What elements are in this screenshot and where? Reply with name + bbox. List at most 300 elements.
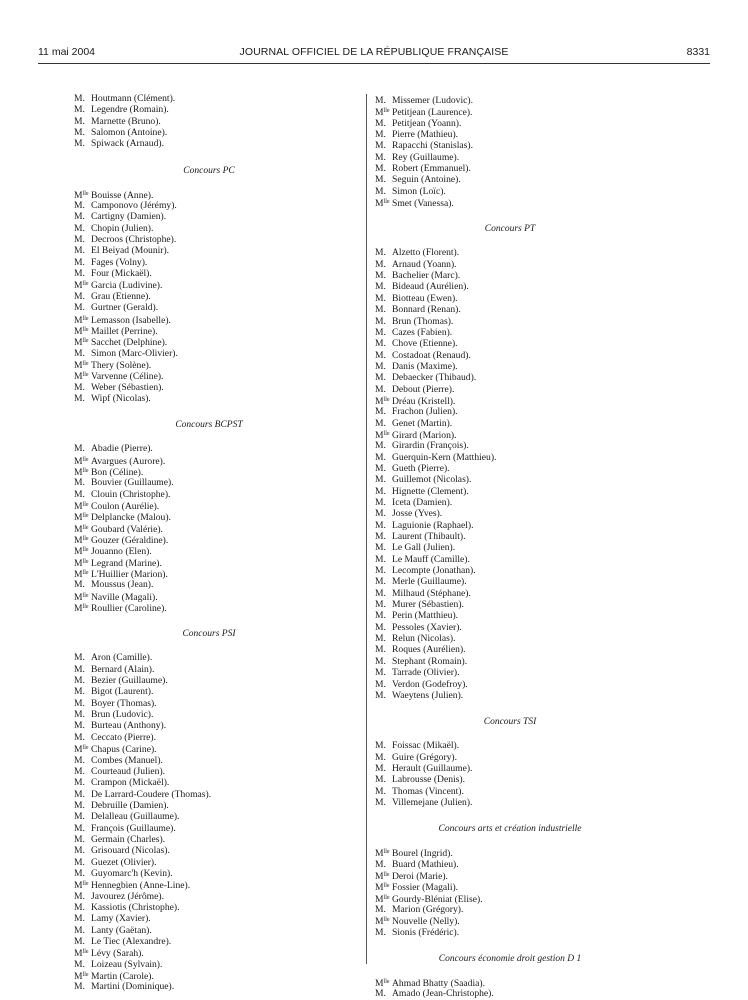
civility-abbrev: M [74, 512, 83, 524]
laureate-name: Waeytens (Julien). [392, 689, 464, 701]
civility [74, 127, 91, 138]
civility [74, 709, 91, 720]
laureate-name: Amado (Jean-Christophe). [392, 988, 494, 1000]
laureate-entry [74, 104, 374, 115]
civility-abbrev: M. [74, 347, 85, 359]
laureate-name: Lanty (Gaëtan). [91, 924, 152, 936]
laureate-entry [375, 508, 675, 519]
civility [375, 174, 392, 185]
concours-section [375, 222, 675, 701]
laureate-name: Brun (Ludovic). [91, 709, 154, 721]
civility-superscript: lle [82, 456, 89, 463]
civility-abbrev: M. [375, 292, 386, 304]
laureate-entry [74, 879, 374, 890]
civility [375, 786, 392, 797]
civility [74, 925, 91, 936]
civility [74, 291, 91, 302]
civility-abbrev: M. [74, 924, 85, 936]
laureate-entry [375, 588, 675, 599]
civility [375, 927, 392, 938]
civility [74, 891, 91, 902]
laureate-entry [375, 774, 675, 785]
laureate-name: Ahmad Bhatty (Saadia). [392, 978, 485, 989]
laureate-entry [74, 868, 374, 879]
civility-abbrev: M [74, 535, 83, 546]
laureate-name: Verdon (Godefroy). [392, 678, 468, 690]
civility-abbrev: M. [375, 485, 386, 497]
civility-abbrev: M [74, 557, 83, 569]
civility [375, 118, 392, 129]
civility-superscript: lle [82, 513, 89, 520]
laureate-name: Dréau (Kristell). [392, 395, 456, 407]
civility-abbrev: M. [74, 981, 85, 993]
laureate-name: Petitjean (Yoann). [392, 117, 462, 129]
laureate-entry [375, 531, 675, 542]
laureate-name: Four (Mickaël). [91, 268, 152, 280]
civility [375, 270, 392, 281]
laureate-entry [375, 418, 675, 429]
laureate-entry [375, 140, 675, 151]
civility [375, 656, 392, 667]
civility-abbrev: M. [74, 833, 85, 845]
civility-abbrev: M. [375, 349, 386, 361]
civility-abbrev: M. [74, 731, 85, 743]
civility-abbrev: M. [375, 151, 386, 163]
civility [375, 418, 392, 429]
civility-abbrev: M. [74, 222, 85, 234]
civility-abbrev: M. [74, 477, 85, 489]
civility-abbrev: M [74, 948, 83, 960]
civility [74, 800, 91, 811]
civility [375, 576, 392, 587]
laureate-entry [74, 268, 374, 279]
laureate-name: L'Huillier (Marion). [91, 569, 168, 581]
civility-superscript: lle [82, 604, 89, 611]
laureate-entry [375, 384, 675, 395]
laureate-name: Relun (Nicolas). [392, 633, 456, 645]
laureate-entry [375, 740, 675, 751]
laureate-entry [375, 542, 675, 553]
civility [74, 477, 91, 488]
laureate-name: Coulon (Aurélie). [91, 500, 160, 512]
civility-superscript: lle [383, 883, 390, 890]
civility [74, 245, 91, 256]
laureate-entry [74, 766, 374, 777]
civility [375, 531, 392, 542]
civility [74, 675, 91, 686]
laureate-name: Maillet (Perrine). [91, 325, 158, 337]
laureate-name: Bouisse (Anne). [91, 189, 154, 201]
laureate-entry [74, 545, 374, 556]
laureate-name: Josse (Yves). [392, 508, 443, 520]
civility [74, 257, 91, 268]
laureate-name: Cazes (Fabien). [392, 326, 453, 338]
laureate-entry [375, 95, 675, 106]
laureate-name: Guezet (Olivier). [91, 856, 157, 868]
laureate-entry [74, 970, 374, 981]
civility-abbrev: M. [375, 667, 386, 679]
civility [74, 104, 91, 115]
civility [375, 554, 392, 565]
laureate-entry [74, 720, 374, 731]
laureate-name: Boyer (Thomas). [91, 697, 157, 709]
section-title: Concours PSI [182, 629, 236, 640]
laureate-name: Bonnard (Renan). [392, 304, 461, 316]
laureate-entry [375, 350, 675, 361]
civility-superscript: lle [383, 917, 390, 924]
civility [375, 644, 392, 655]
laureate-name: Foissac (Mikaël). [392, 740, 460, 752]
laureate-name: Brun (Thomas). [392, 315, 454, 327]
laureate-entry [74, 382, 374, 393]
civility-abbrev: M [74, 466, 83, 478]
civility-superscript: lle [82, 536, 89, 542]
laureate-name: Hennegbien (Anne-Line). [91, 880, 191, 892]
laureate-entry [74, 557, 374, 568]
civility-superscript: lle [82, 467, 89, 474]
laureate-name: Courteaud (Julien). [91, 765, 166, 777]
laureate-entry [375, 293, 675, 304]
civility-abbrev: M [74, 591, 83, 603]
civility-abbrev: M. [375, 304, 386, 316]
laureate-entry [375, 270, 675, 281]
civility-abbrev: M. [74, 765, 85, 777]
laureate-name: Guire (Grégory). [392, 751, 457, 763]
civility-superscript: lle [82, 372, 89, 379]
laureate-name: Tarrade (Olivier). [392, 667, 460, 679]
laureate-name: Goubard (Valérie). [91, 523, 163, 535]
laureate-entry [74, 591, 374, 602]
laureate-name: Seguin (Antoine). [392, 174, 461, 186]
civility-abbrev: M. [74, 936, 85, 947]
civility-superscript: lle [82, 338, 89, 345]
civility-abbrev: M. [375, 338, 386, 350]
laureate-entry [375, 927, 675, 938]
section-title: Concours PC [183, 165, 235, 176]
page-header [38, 46, 710, 62]
laureate-entry [375, 463, 675, 474]
concours-section [74, 93, 374, 150]
laureate-name: Murer (Sébastien). [392, 599, 464, 611]
civility-abbrev: M. [375, 326, 386, 338]
civility [74, 223, 91, 234]
laureate-entry [74, 189, 374, 200]
laureate-name: De Larrard-Coudere (Thomas). [91, 788, 212, 800]
civility-abbrev: M. [74, 302, 85, 314]
civility-abbrev: M [74, 371, 83, 383]
civility-abbrev: M. [375, 565, 386, 577]
laureate-name: Gourdy-Bléniat (Elise). [392, 893, 483, 905]
laureate-name: Abadie (Pierre). [91, 443, 153, 455]
laureate-name: Pessoles (Xavier). [392, 621, 462, 633]
laureate-name: Legendre (Romain). [91, 104, 169, 116]
civility-abbrev: M. [74, 392, 85, 404]
civility-abbrev: M. [375, 258, 386, 270]
laureate-name: Simon (Loïc). [392, 185, 446, 197]
civility-abbrev: M. [375, 587, 386, 599]
civility [375, 452, 392, 463]
laureate-name: Milhaud (Stéphane). [392, 587, 471, 599]
laureate-entry [375, 847, 675, 858]
civility [375, 497, 392, 508]
laureate-entry [74, 834, 374, 845]
civility-abbrev: M. [74, 686, 85, 698]
laureate-entry [375, 610, 675, 621]
laureate-name: Chopin (Julien). [91, 222, 154, 234]
laureate-entry [375, 763, 675, 774]
civility-abbrev: M. [74, 268, 85, 280]
civility-abbrev: M. [375, 497, 386, 508]
civility [375, 486, 392, 497]
civility-superscript: lle [82, 558, 89, 565]
left-column [74, 93, 374, 993]
civility [375, 406, 392, 417]
civility-abbrev: M. [375, 903, 386, 915]
civility-abbrev: M. [375, 774, 386, 786]
laureate-entry [74, 302, 374, 313]
civility-abbrev: M. [375, 621, 386, 633]
civility [375, 316, 392, 327]
laureate-name: Alzetto (Florent). [392, 247, 460, 259]
civility-abbrev: M [375, 198, 384, 210]
laureate-name: Gurtner (Gerald). [91, 302, 159, 314]
civility-superscript: lle [82, 972, 89, 979]
laureate-name: Hignette (Clement). [392, 485, 469, 497]
concours-section [375, 822, 675, 938]
civility-abbrev: M. [74, 720, 85, 732]
laureate-entry [74, 257, 374, 268]
civility [375, 327, 392, 338]
laureate-name: Biotteau (Ewen). [392, 292, 458, 304]
civility-abbrev: M. [74, 811, 85, 823]
laureate-entry [375, 797, 675, 808]
laureate-entry [74, 981, 374, 992]
laureate-name: Camponovo (Jérémy). [91, 200, 177, 212]
civility-abbrev: M. [375, 576, 386, 588]
civility [74, 789, 91, 800]
laureate-entry [74, 959, 374, 970]
laureate-name: Bideaud (Aurélien). [392, 281, 469, 293]
civility [74, 981, 91, 992]
civility [74, 664, 91, 675]
page-number: 8331 [686, 46, 710, 58]
laureate-name: Bachelier (Marc). [392, 270, 461, 282]
civility-abbrev: M [74, 455, 83, 467]
civility-superscript: lle [383, 199, 390, 206]
civility [375, 384, 392, 395]
civility [375, 186, 392, 197]
laureate-entry [375, 915, 675, 926]
laureate-name: Lecompte (Jonathan). [392, 565, 476, 577]
laureate-name: Jouanno (Elen). [91, 546, 152, 558]
laureate-entry [375, 752, 675, 763]
civility-superscript: lle [383, 871, 390, 878]
laureate-name: Bourel (Ingrid). [392, 848, 453, 860]
civility [74, 302, 91, 313]
civility-abbrev: M. [375, 247, 386, 259]
civility [74, 602, 91, 614]
laureate-name: Delplancke (Malou). [91, 512, 171, 524]
civility [74, 755, 91, 766]
laureate-name: Pierre (Mathieu). [392, 129, 459, 141]
civility-abbrev: M [74, 500, 83, 512]
civility-abbrev: M. [375, 270, 386, 282]
civility [74, 959, 91, 970]
civility-superscript: lle [82, 570, 89, 577]
civility [74, 579, 91, 590]
laureate-name: Missemer (Ludovic). [392, 95, 473, 106]
civility [74, 811, 91, 822]
civility-abbrev: M [74, 744, 83, 756]
header-rule [38, 63, 710, 64]
laureate-name: Sacchet (Delphine). [91, 337, 168, 349]
laureate-entry [375, 338, 675, 349]
laureate-name: Deroi (Marie). [392, 870, 448, 882]
civility-superscript: lle [383, 849, 390, 856]
civility [74, 845, 91, 856]
laureate-name: Loizeau (Sylvain). [91, 958, 163, 970]
laureate-name: Chapus (Carine). [91, 744, 157, 756]
civility [74, 138, 91, 149]
concours-section [375, 952, 675, 1000]
civility-abbrev: M. [74, 488, 85, 500]
civility [375, 463, 392, 474]
civility [375, 679, 392, 690]
laureate-entry [375, 259, 675, 270]
laureate-name: Laurent (Thibault). [392, 531, 466, 543]
civility [74, 93, 91, 104]
laureate-entry [375, 977, 675, 988]
laureate-name: Decroos (Christophe). [91, 234, 177, 246]
laureate-name: Crampon (Mickaël). [91, 777, 170, 789]
laureate-name: Smet (Vanessa). [392, 198, 454, 210]
laureate-name: Robert (Emmanuel). [392, 163, 471, 175]
laureate-entry [375, 163, 675, 174]
laureate-name: Clouin (Christophe). [91, 488, 171, 500]
laureate-entry [74, 359, 374, 370]
civility [74, 382, 91, 393]
laureate-name: Guillemot (Nicolas). [392, 474, 472, 486]
laureate-entry [375, 644, 675, 655]
civility [74, 686, 91, 697]
civility-abbrev: M. [74, 754, 85, 766]
civility-superscript: lle [82, 360, 89, 367]
civility-abbrev: M. [74, 138, 85, 150]
concours-section [74, 627, 374, 992]
laureate-entry [375, 474, 675, 485]
civility-abbrev: M. [375, 751, 386, 763]
laureate-entry [74, 845, 374, 856]
civility-abbrev: M. [375, 315, 386, 327]
laureate-name: Simon (Marc-Olivier). [91, 347, 178, 359]
civility-abbrev: M. [74, 290, 85, 302]
civility [74, 489, 91, 500]
civility-abbrev: M. [375, 451, 386, 463]
civility-superscript: lle [383, 430, 390, 437]
section-title: Concours TSI [483, 717, 537, 728]
civility [375, 129, 392, 140]
civility [74, 732, 91, 743]
civility [375, 633, 392, 644]
laureate-entry [375, 622, 675, 633]
civility [74, 868, 91, 879]
civility-abbrev: M. [74, 652, 85, 664]
civility-abbrev: M. [74, 788, 85, 800]
laureate-name: Fages (Volny). [91, 256, 148, 268]
laureate-entry [375, 565, 675, 576]
laureate-name: Bigot (Laurent). [91, 686, 154, 698]
laureate-name: Lamy (Xavier). [91, 913, 151, 925]
laureate-name: Kassiotis (Christophe). [91, 901, 180, 913]
civility-abbrev: M. [74, 845, 85, 857]
civility-abbrev: M. [74, 93, 85, 104]
civility-abbrev: M. [375, 372, 386, 384]
laureate-name: Thery (Solène). [91, 359, 152, 371]
laureate-entry [375, 656, 675, 667]
laureate-name: Rapacchi (Stanislas). [392, 140, 473, 152]
civility-abbrev: M. [375, 785, 386, 797]
civility-superscript: lle [82, 501, 89, 508]
laureate-entry [375, 429, 675, 440]
laureate-entry [375, 106, 675, 117]
civility [375, 542, 392, 553]
laureate-name: Combes (Manuel). [91, 754, 163, 766]
civility [375, 508, 392, 519]
civility [375, 763, 392, 774]
laureate-entry [74, 936, 374, 947]
laureate-name: Guyomarc'h (Kevin). [91, 867, 173, 879]
laureate-entry [375, 361, 675, 372]
laureate-entry [74, 857, 374, 868]
laureate-name: Ceccato (Pierre). [91, 731, 156, 743]
laureate-name: Buard (Mathieu). [392, 858, 459, 870]
laureate-entry [74, 568, 374, 579]
civility-abbrev: M [74, 603, 83, 615]
civility-abbrev: M. [74, 799, 85, 811]
laureate-entry [74, 466, 374, 477]
civility-abbrev: M. [375, 406, 386, 418]
laureate-name: Burteau (Anthony). [91, 720, 167, 732]
laureate-entry [74, 234, 374, 245]
laureate-entry [74, 777, 374, 788]
civility-abbrev: M. [375, 163, 386, 175]
laureate-name: Martini (Dominique). [91, 981, 175, 993]
civility [74, 268, 91, 279]
civility-abbrev: M [375, 107, 384, 119]
laureate-name: Roques (Aurélien). [392, 644, 466, 656]
laureate-name: Avargues (Aurore). [91, 455, 166, 467]
civility [74, 348, 91, 359]
civility-abbrev: M. [74, 777, 85, 789]
civility-abbrev: M [74, 280, 83, 292]
civility [375, 565, 392, 576]
section-title: Concours économie droit gestion D 1 [438, 954, 582, 964]
civility [375, 140, 392, 151]
laureate-name: Perin (Matthieu). [392, 610, 459, 622]
laureate-entry [74, 743, 374, 754]
civility [375, 361, 392, 372]
civility-abbrev: M [74, 546, 83, 558]
laureate-name: Naville (Magali). [91, 591, 158, 603]
laureate-name: Varvenne (Céline). [91, 371, 164, 383]
laureate-name: Delalleau (Guillaume). [91, 811, 180, 823]
civility-abbrev: M. [375, 417, 386, 429]
laureate-entry [375, 520, 675, 531]
laureate-entry [74, 755, 374, 766]
laureate-entry [375, 904, 675, 915]
civility-abbrev: M. [74, 381, 85, 393]
civility [375, 667, 392, 678]
